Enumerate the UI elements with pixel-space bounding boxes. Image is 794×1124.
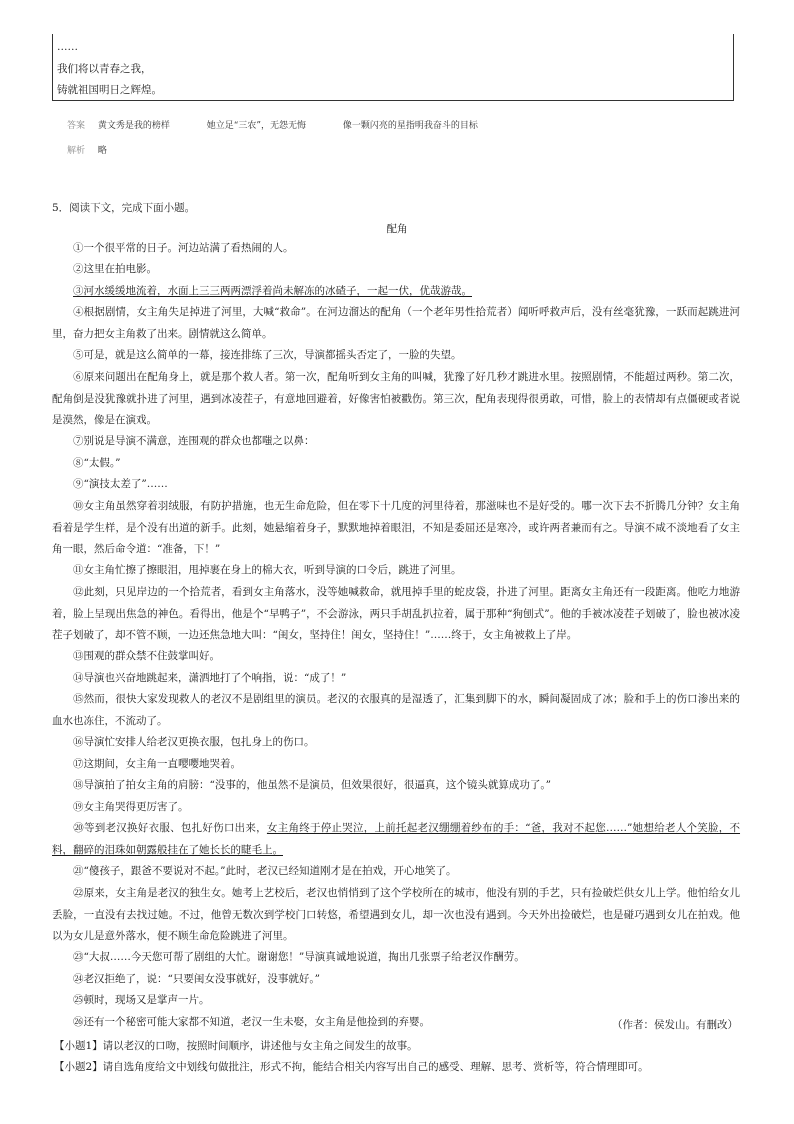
- paragraph-18: ⑱导演拍了拍女主角的肩膀：“没事的，他虽然不是演员，但效果很好，很逼真，这个镜头就算成功了。”: [73, 779, 551, 791]
- paragraph-5: ⑤可是，就是这么简单的一幕，接连排练了三次，导演都摇头否定了，一脸的失望。: [73, 349, 462, 361]
- paragraph-26: ㉖还有一个秘密可能大家都不知道，老汉一生未娶，女主角是他捡到的弃婴。: [73, 1016, 430, 1028]
- underlined-sentence-1: ③河水缓缓地流着，水面上三三两两漂浮着尚未解冻的冰碴子，一起一伏，优哉游哉。: [73, 285, 472, 297]
- underlined-sentence-2: 女主角终于停止哭泣，上前托起老汉绷绷着纱布的手：“爸，我对不起您……”她想给老人个笑脸，不料，翻碎的泪珠如朝露般挂在了她长长的睫毛上。: [52, 822, 741, 856]
- paragraph-19: ⑲女主角哭得更厉害了。: [73, 801, 189, 813]
- paragraph-3: [52, 281, 740, 303]
- quote-line-1: 我们将以青春之我，: [57, 63, 152, 75]
- analysis-row: [67, 147, 107, 156]
- answer-row: [67, 122, 512, 131]
- paragraph-14: ⑭导演也兴奋地跳起来，潇洒地打了个响指，说：“成了！”: [73, 672, 347, 684]
- analysis-text: 略: [97, 146, 107, 156]
- paragraph-6: ⑥原来问题出在配角身上，就是那个救人者。第一次，配角听到女主角的叫喊，犹豫了好几秒才跳进水里。按照剧情，不能超过两秒。第二次，配角倒是没犹豫就扑进了河里，遇到冰凌茬子，有意地回避着，好像害怕被戳伤。第三次，配角表现得很勇敢，可惜，脸上的表情却有点僵硬或者说是漠然，像是在演戏。: [52, 371, 740, 426]
- paragraph-4: ④根据剧情，女主角失足掉进了河里，大喊“救命”。在河边溜达的配角（一个老年男性拾荒者）闻听呼救声后，没有丝毫犹豫，一跃而起跳进河里，奋力把女主角救了出来。剧情就这么简单。: [52, 306, 740, 340]
- subquestion-1: 【小题1】请以老汉的口吻，按照时间顺序，讲述他与女主角之间发生的故事。: [54, 1040, 418, 1052]
- article-title: 配角: [386, 223, 408, 235]
- paragraph-20: ⑳等到老汉换好衣服、包扎好伤口出来，女主角终于停止哭泣，上前托起老汉绷绷着纱布的手：“爸，我对不起您……”她想给老人个笑脸，不料，翻碎的泪珠如朝露般挂在了她长长的睫毛上。: [52, 822, 741, 856]
- paragraph-16: ⑯导演忙安排人给老汉更换衣服，包扎身上的伤口。: [73, 736, 315, 748]
- paragraph-13: ⑬围观的群众禁不住鼓掌叫好。: [73, 650, 220, 662]
- subquestion-2: 【小题2】请自选角度给文中划线句做批注，形式不拘，能结合相关内容写出自己的感受、理解、思考、赏析等，符合情理即可。: [54, 1061, 649, 1073]
- answer-item-2: 她立足“三农”，无怨无悔: [206, 121, 306, 131]
- paragraph-15: ⑮然而，很快大家发现救人的老汉不是剧组里的演员。老汉的衣服真的是湿透了，汇集到脚下的水，瞬间凝固成了冰；脸和手上的伤口渗出来的血水也冻住，不流动了。: [52, 693, 740, 727]
- paragraph-9: ⑨“演技太差了”……: [73, 478, 168, 490]
- answer-item-1: 黄文秀是我的榜样: [97, 121, 170, 131]
- paragraph-21: ㉑“傻孩子，跟爸不要说对不起。”此时，老汉已经知道刚才是在拍戏，开心地笑了。: [73, 865, 457, 877]
- author-credit: （作者：侯发山。有删改）: [612, 1019, 738, 1031]
- paragraph-11: ⑪女主角忙擦了擦眼泪，甩掉裹在身上的棉大衣，听到导演的口令后，跳进了河里。: [73, 564, 462, 576]
- paragraph-12: ⑫此刻，只见岸边的一个拾荒者，看到女主角落水，没等她喊救命，就甩掉手里的蛇皮袋，扑进了河里。距离女主角还有一段距离。他吃力地游着，脸上呈现出焦急的神色。看得出，他是个“早鸭子”，不会游泳，两只手胡乱扒拉着，属于那种“狗刨式”。他的手被冰凌茬子划破了，脸也被冰凌茬子划破了，却不管不顾，一边还焦急地大叫：“闺女，坚持住！闺女，坚持住！”……终于，女主角被救上了岸。: [52, 586, 740, 641]
- paragraph-25: ㉕顿时，现场又是掌声一片。: [73, 994, 210, 1006]
- paragraph-23: ㉓“大叔……今天您可帮了剧组的大忙。谢谢您！”导演真诚地说道，掏出几张票子给老汉作酬劳。: [73, 951, 525, 963]
- paragraph-17: ⑰这期间，女主角一直嘤嘤地哭着。: [73, 758, 241, 770]
- paragraph-8: ⑧“太假。”: [73, 457, 121, 469]
- answer-label: 答案: [67, 121, 86, 131]
- quote-ellipsis: ……: [57, 41, 78, 53]
- quote-box: [52, 34, 734, 101]
- paragraph-22: ㉒原来，女主角是老汉的独生女。她考上艺校后，老汉也悄悄到了这个学校所在的城市，他没有别的手艺，只有捡破烂供女儿上学。他怕给女儿丢脸，一直没有去找过她。不过，他曾无数次到学校门口转悠，希望遇到女儿，却一次也没有遇到。今天外出捡破烂，也是碰巧遇到女儿在拍戏。他以为女儿是意外落水，便不顾生命危险跳进了河里。: [52, 887, 740, 942]
- quote-line-2: 铸就祖国明日之辉煌。: [57, 84, 162, 96]
- paragraph-7: ⑦别说是导演不满意，连围观的群众也都嗤之以鼻：: [73, 435, 315, 447]
- answer-item-3: 像一颗闪亮的星指明我奋斗的目标: [342, 121, 478, 131]
- paragraph-2: ②这里在拍电影。: [73, 263, 157, 275]
- question-title: 5．阅读下文，完成下面小题。: [52, 202, 196, 214]
- paragraph-10: ⑩女主角虽然穿着羽绒服，有防护措施，也无生命危险，但在零下十几度的河里待着，那滋味也不是好受的。哪一次下去不折腾几分钟？女主角看着是学生样，是个没有出道的新手。此刻，她悬缩着身子，默默地掉着眼泪，不知是委屈还是寒冷，或许两者兼而有之。导演不咸不淡地看了女主角一眼，然后命令道：“准备，下！”: [52, 500, 740, 555]
- paragraph-1: ①一个很平常的日子。河边站满了看热闹的人。: [73, 242, 294, 254]
- paragraph-24: ㉔老汉拒绝了，说：“只要闺女没事就好，没事就好。”: [73, 973, 320, 985]
- analysis-label: 解析: [67, 146, 86, 156]
